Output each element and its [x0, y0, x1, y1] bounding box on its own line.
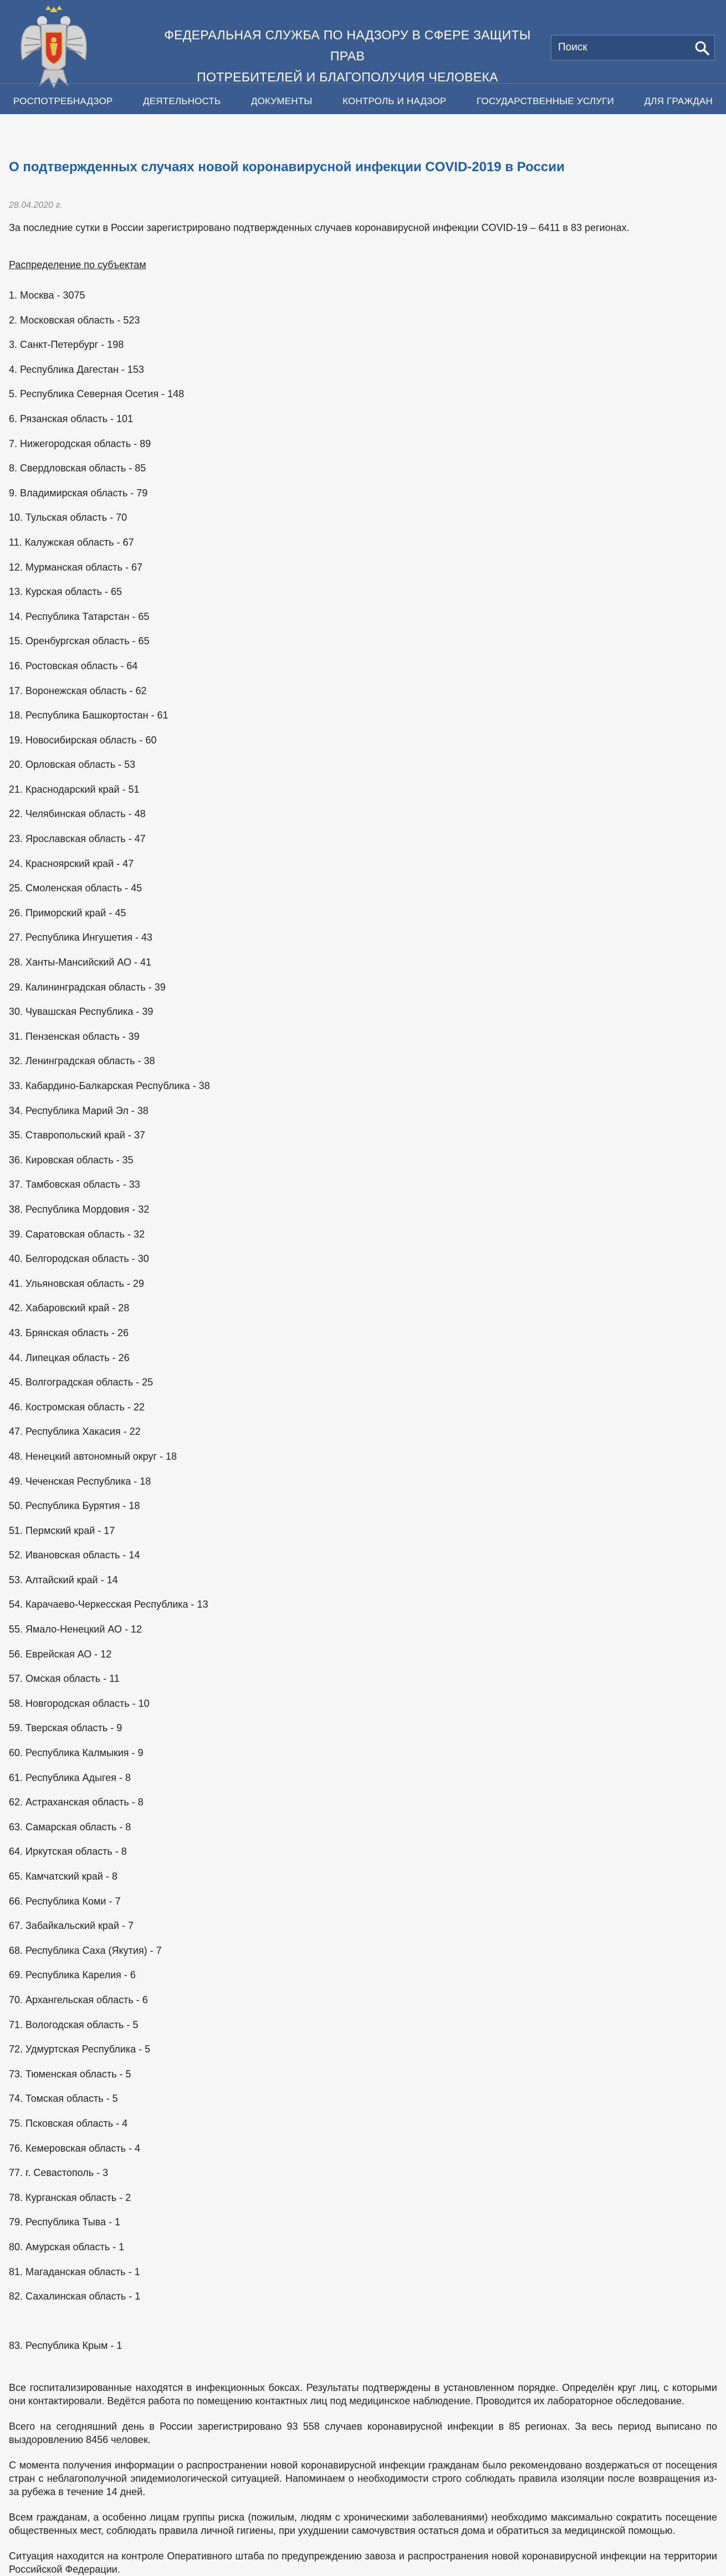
list-item: 56. Еврейская АО - 12: [9, 1648, 112, 1660]
nav-item-citizens[interactable]: ДЛЯ ГРАЖДАН: [644, 96, 713, 106]
list-item: 55. Ямало-Ненецкий АО - 12: [9, 1624, 142, 1635]
list-item: 26. Приморский край - 45: [9, 907, 126, 918]
list-item: 81. Магаданская область - 1: [9, 2266, 140, 2277]
list-item: 32. Ленинградская область - 38: [9, 1055, 155, 1067]
list-item: 33. Кабардино-Балкарская Республика - 38: [9, 1080, 210, 1091]
list-item: 45. Волгоградская область - 25: [9, 1377, 154, 1388]
list-item: 19. Новосибирская область - 60: [9, 734, 157, 746]
list-item: 13. Курская область - 65: [9, 586, 122, 598]
list-item: 79. Республика Тыва - 1: [9, 2216, 121, 2228]
list-item: 74. Томская область - 5: [9, 2093, 118, 2105]
article-intro: За последние сутки в России зарегистрировано подтвержденных случаев коронавирусной инфекции COVID-19 – 6411 в 83 регионах.: [9, 222, 630, 233]
list-item: 60. Республика Калмыкия - 9: [9, 1747, 144, 1759]
site-title-line-1: ФЕДЕРАЛЬНАЯ СЛУЖБА ПО НАДЗОРУ В СФЕРЕ ЗАЩИТЫ ПРАВ: [164, 28, 531, 63]
list-item: 53. Алтайский край - 14: [9, 1574, 118, 1585]
list-item: 31. Пензенская область - 39: [9, 1030, 140, 1042]
list-item: 39. Саратовская область - 32: [9, 1228, 145, 1240]
list-item: 54. Карачаево-Черкесская Республика - 13: [9, 1599, 208, 1610]
list-item: 43. Брянская область - 26: [9, 1327, 129, 1338]
list-item: 72. Удмуртская Республика - 5: [9, 2044, 151, 2055]
list-item: 20. Орловская область - 53: [9, 759, 136, 771]
list-item: 46. Костромская область - 22: [9, 1401, 145, 1413]
list-item: 59. Тверская область - 9: [9, 1722, 122, 1734]
list-item: 7. Нижегородская область - 89: [9, 438, 151, 449]
list-item: 61. Республика Адыгея - 8: [9, 1772, 131, 1783]
list-item: 14. Республика Татарстан - 65: [9, 610, 150, 622]
list-item: 35. Ставропольский край - 37: [9, 1130, 145, 1141]
list-item: 2. Московская область - 523: [9, 314, 140, 326]
list-item: 25. Смоленская область - 45: [9, 882, 142, 894]
list-item: 44. Липецкая область - 26: [9, 1352, 130, 1363]
nav-item-control[interactable]: КОНТРОЛЬ И НАДЗОР: [342, 96, 447, 106]
list-item: 12. Мурманская область - 67: [9, 561, 143, 573]
list-item: 23. Ярославская область - 47: [9, 833, 146, 845]
list-item: 66. Республика Коми - 7: [9, 1895, 121, 1907]
list-item: 1. Москва - 3075: [9, 290, 85, 301]
nav-item-documents[interactable]: ДОКУМЕНТЫ: [250, 96, 313, 106]
list-item: 5. Республика Северная Осетия - 148: [9, 388, 185, 400]
list-item: 57. Омская область - 11: [9, 1673, 120, 1685]
article-paragraph: Все госпитализированные находятся в инфекционных боксах. Результаты подтверждены в установленном порядке. Определён круг лиц, с которыми они контактировали. Ведётся работа по помещению контактных лиц под медицинское наблюдение. Проводится их лабораторное обследование.: [9, 2382, 717, 2407]
list-item: 37. Тамбовская область - 33: [9, 1179, 140, 1190]
list-item: 68. Республика Саха (Якутия) - 7: [9, 1944, 162, 1956]
list-item: 48. Ненецкий автономный округ - 18: [9, 1450, 177, 1462]
article-paragraph: Всего на сегодняшний день в России зарегистрировано 93 558 случаев коронавирусной инфекции в 85 регионах. За весь период выписано по выздоровлению 8456 человек.: [9, 2421, 717, 2446]
list-item: 8. Свердловская область - 85: [9, 463, 146, 474]
list-item: 4. Республика Дагестан - 153: [9, 363, 144, 375]
list-item: 30. Чувашская Республика - 39: [9, 1006, 154, 1018]
list-item: 11. Калужская область - 67: [9, 536, 134, 548]
search-icon[interactable]: [694, 40, 710, 56]
list-item: 41. Ульяновская область - 29: [9, 1277, 144, 1289]
search-box: [551, 35, 715, 60]
list-item: 69. Республика Карелия - 6: [9, 1969, 136, 1981]
nav-item-activity[interactable]: ДЕЯТЕЛЬНОСТЬ: [143, 96, 221, 106]
list-item: 15. Оренбургская область - 65: [9, 635, 150, 647]
list-item: 82. Сахалинская область - 1: [9, 2291, 141, 2302]
list-item: 73. Тюменская область - 5: [9, 2068, 131, 2080]
list-item: 51. Пермский край - 17: [9, 1525, 115, 1536]
header-banner: [0, 0, 726, 83]
search-input[interactable]: [551, 35, 698, 60]
site-title: [156, 24, 539, 88]
list-item: 64. Иркутская область - 8: [9, 1846, 127, 1857]
site-header: [0, 0, 726, 114]
main-nav: [0, 83, 726, 114]
list-item: 21. Краснодарский край - 51: [9, 783, 140, 795]
list-item: 9. Владимирская область - 79: [9, 487, 148, 499]
site-title-line-2: ПОТРЕБИТЕЛЕЙ И БЛАГОПОЛУЧИЯ ЧЕЛОВЕКА: [197, 70, 498, 84]
list-item: 47. Республика Хакасия - 22: [9, 1426, 141, 1438]
list-item: 27. Республика Ингушетия - 43: [9, 932, 152, 943]
article-paragraph: Всем гражданам, а особенно лицам группы риска (пожилым, людям с хроническими заболеваниями) необходимо максимально сократить посещение общественных мест, соблюдать правила личной гигиены, при ухудшении самочувствия остаться дома и обратиться за медицинской помощью.: [9, 2512, 717, 2537]
list-item: 67. Забайкальский край - 7: [9, 1920, 134, 1932]
list-item: 10. Тульская область - 70: [9, 512, 127, 524]
list-item: 63. Самарская область - 8: [9, 1821, 131, 1833]
list-item: 80. Амурская область - 1: [9, 2241, 125, 2252]
list-item: 77. г. Севастополь - 3: [9, 2167, 109, 2179]
list-item: 42. Хабаровский край - 28: [9, 1302, 130, 1314]
list-item: 3. Санкт-Петербург - 198: [9, 339, 124, 351]
article-paragraphs: [9, 2381, 717, 2576]
article: [0, 114, 726, 2576]
distribution-link[interactable]: Распределение по субъектам: [9, 259, 146, 270]
list-item: 71. Вологодская область - 5: [9, 2019, 139, 2030]
article-paragraph: С момента получения информации о распространении новой коронавирусной инфекции гражданам было рекомендовано воздержаться от посещения стран с неблагополучной эпидемиологической ситуацией. Напоминаем о необходимости строго соблюдать правила изоляции после возвращения из-за рубежа в течение 14 дней.: [9, 2460, 717, 2498]
list-item: 28. Ханты-Мансийский АО - 41: [9, 957, 152, 968]
list-item: 38. Республика Мордовия - 32: [9, 1203, 150, 1215]
list-item: 40. Белгородская область - 30: [9, 1253, 149, 1265]
list-item: 83. Республика Крым - 1: [9, 2339, 122, 2351]
article-paragraph: Ситуация находится на контроле Оперативного штаба по предупреждению завоза и распространения новой коронавирусной инфекции на территории Российской Федерации.: [9, 2551, 717, 2575]
article-title: О подтвержденных случаях новой коронавирусной инфекции COVID-2019 в России: [9, 160, 565, 175]
list-item: 24. Красноярский край - 47: [9, 858, 134, 869]
list-item: 16. Ростовская область - 64: [9, 660, 138, 671]
list-item: 50. Республика Бурятия - 18: [9, 1500, 140, 1512]
list-item: 75. Псковская область - 4: [9, 2117, 128, 2129]
list-item: 62. Астраханская область - 8: [9, 1797, 144, 1808]
list-item: 18. Республика Башкортостан - 61: [9, 710, 168, 721]
article-date: 28.04.2020 г.: [9, 201, 63, 210]
nav-item-services[interactable]: ГОСУДАРСТВЕННЫЕ УСЛУГИ: [477, 96, 614, 106]
list-item: 65. Камчатский край - 8: [9, 1871, 117, 1882]
list-item: 78. Курганская область - 2: [9, 2192, 131, 2203]
list-item: 6. Рязанская область - 101: [9, 413, 134, 424]
nav-item-rospotrebnadzor[interactable]: РОСПОТРЕБНАДЗОР: [13, 96, 113, 106]
list-item: 34. Республика Марий Эл - 38: [9, 1105, 149, 1116]
list-item: 36. Кировская область - 35: [9, 1154, 134, 1166]
list-item: 52. Ивановская область - 14: [9, 1549, 140, 1561]
list-item: 22. Челябинская область - 48: [9, 808, 146, 820]
list-item: 70. Архангельская область - 6: [9, 1994, 148, 2005]
region-list: [9, 283, 717, 2309]
list-item: 76. Кемеровская область - 4: [9, 2142, 140, 2154]
list-item: 17. Воронежская область - 62: [9, 685, 147, 696]
list-item: 49. Чеченская Республика - 18: [9, 1475, 151, 1487]
coat-of-arms-icon[interactable]: [18, 4, 90, 89]
list-item: 29. Калининградская область - 39: [9, 981, 166, 993]
list-item: 58. Новгородская область - 10: [9, 1697, 150, 1709]
